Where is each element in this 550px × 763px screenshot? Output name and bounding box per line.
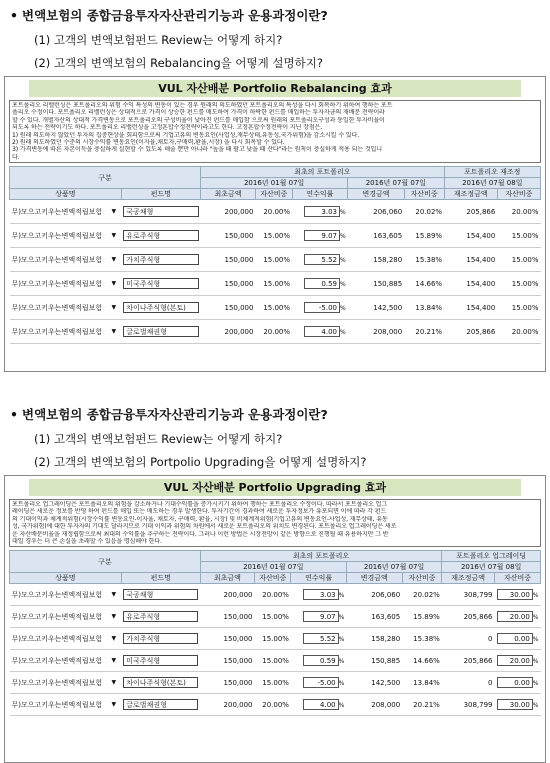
description-line: 2) 원래 의도하였던 수준의 시장수익률 변동요인(이자율,채토자,구매력,환율,시장) 을 다시 회복할 수 있다.: [12, 139, 285, 147]
target-ratio-input[interactable]: 20.00: [497, 611, 533, 622]
readjusted-amount: 205,866: [444, 200, 497, 224]
fund-cell[interactable]: [121, 584, 200, 606]
return-input[interactable]: 4.00: [304, 326, 340, 337]
changed-ratio: 15.89%: [404, 224, 444, 248]
table-row: [10, 628, 541, 650]
return-input[interactable]: 3.03: [304, 206, 340, 217]
initial-ratio: 20.00%: [255, 320, 292, 344]
initial-amount: 150,000: [201, 272, 256, 296]
chevron-down-icon[interactable]: ▼: [111, 208, 117, 216]
fund-cell[interactable]: [121, 694, 200, 716]
target-ratio-input[interactable]: 30.00: [497, 699, 533, 710]
target-ratio-input[interactable]: 20.00: [497, 655, 533, 666]
return-input[interactable]: 4.00: [303, 699, 339, 710]
changed-amount: 208,000: [346, 694, 402, 716]
fund-name: 가치주식형: [126, 255, 161, 264]
fund-cell[interactable]: [121, 320, 200, 344]
col-ratio-c-header: 자산비중: [495, 573, 541, 584]
target-ratio-cell[interactable]: [495, 606, 541, 628]
section2-heading-text: 변액보험의 종합금융투자자산관리기능과 운용과정이란?: [22, 407, 328, 422]
chevron-down-icon[interactable]: ▼: [111, 679, 117, 687]
col-ratio-b-header: 자산비중: [402, 573, 442, 584]
description-line: 포트폴리오 리밸런싱은 포트폴리오의 위험 수익 특성의 변동이 있는 경우 원래의 의도하였던 포트폴리오의 특성을 다시 회복하기 위하여 행하는 포트: [12, 102, 393, 109]
description-line: 운 자산배분비율을 재정립함으로써 최대의 수익률을 추구하는 전략이다. 그러나 이런 방법은 시장전망이 같은 방향으로 진행될 때 유용하지만 그 반: [12, 530, 389, 538]
initial-ratio: 20.00%: [255, 200, 292, 224]
fund-select[interactable]: [123, 302, 198, 313]
fund-select[interactable]: [123, 655, 198, 666]
fund-select[interactable]: [123, 230, 198, 241]
fund-cell[interactable]: [121, 672, 200, 694]
readjusted-amount: 308,799: [442, 584, 495, 606]
table-row: [10, 200, 541, 224]
description-line: 폴리오 수정이다. 포트폴리오 리밸런싱은 상대적으로 가격이 상승한 펀드를 매도하여 가격이 하락한 펀드를 매입하는 투자자금의 재배분 전략이라: [12, 109, 385, 117]
changed-ratio: 14.66%: [402, 650, 442, 672]
product-name: 무)모으고키우는변액적립보험: [11, 279, 103, 288]
readjusted-amount: 0: [442, 672, 495, 694]
date-start-header: 2016년 01월 07일: [200, 562, 346, 573]
fund-cell[interactable]: [121, 272, 200, 296]
changed-ratio: 20.02%: [404, 200, 444, 224]
return-input[interactable]: 5.52: [304, 254, 340, 265]
col-ratio-b-header: 자산비중: [404, 189, 444, 200]
target-ratio-cell[interactable]: [495, 650, 541, 672]
initial-amount: 150,000: [201, 248, 256, 272]
initial-ratio: 15.00%: [255, 606, 291, 628]
changed-ratio: 15.38%: [402, 628, 442, 650]
table-row: [10, 272, 541, 296]
changed-amount: 158,280: [346, 628, 402, 650]
fund-cell[interactable]: [121, 628, 200, 650]
date-mid-header: 2016년 07월 07일: [346, 562, 441, 573]
target-ratio-cell[interactable]: [495, 628, 541, 650]
initial-ratio: 15.00%: [255, 650, 291, 672]
percent-sign: %: [532, 614, 539, 622]
initial-amount: 150,000: [201, 224, 256, 248]
initial-ratio: 15.00%: [255, 224, 292, 248]
section2-question2: (2) 고객의 변액보험의 Portpolio Upgrading을 어떻게 설명하지?: [34, 455, 367, 469]
fund-name: 미국주식형: [126, 279, 161, 288]
return-cell[interactable]: [291, 694, 346, 716]
product-cell[interactable]: [10, 672, 122, 694]
percent-sign: %: [338, 614, 345, 622]
chevron-down-icon[interactable]: ▼: [111, 613, 117, 621]
initial-amount: 200,000: [200, 694, 254, 716]
col-ratio-header: 자산비중: [255, 573, 291, 584]
description-line: 3) 가격변동에 따른 자본이득을 충실하게 실현할 수 있도록 해줄 뿐만 아니라 "높을 때 팔고 낮을 때 산다"라는 원칙이 충실하게 적용 되는 것입니: [12, 146, 383, 154]
readjusted-ratio: 15.00%: [497, 272, 540, 296]
target-ratio-cell[interactable]: [495, 584, 541, 606]
chevron-down-icon[interactable]: ▼: [111, 232, 117, 240]
initial-amount: 200,000: [201, 320, 256, 344]
section1-heading: • 변액보험의 종합금융투자자산관리기능과 운용과정이란?: [10, 8, 328, 23]
percent-sign: %: [338, 636, 345, 644]
fund-select[interactable]: [123, 326, 198, 337]
readjusted-amount: 154,400: [444, 224, 497, 248]
percent-sign: %: [532, 636, 539, 644]
initial-ratio: 20.00%: [255, 584, 291, 606]
changed-ratio: 20.21%: [402, 694, 442, 716]
col-fund-header: 펀드명: [121, 189, 200, 200]
upgrading-table: [9, 550, 541, 716]
fund-select[interactable]: [123, 633, 198, 644]
fund-select[interactable]: [123, 278, 198, 289]
changed-amount: 142,500: [346, 672, 402, 694]
chevron-down-icon[interactable]: ▼: [111, 256, 117, 264]
fund-name: 차이나주식형(본토): [126, 303, 186, 312]
product-name: 무)모으고키우는변액적립보험: [11, 590, 103, 599]
col-ratio-c-header: 자산비중: [497, 189, 540, 200]
fund-name: 차이나주식형(본토): [126, 678, 186, 687]
return-cell[interactable]: [291, 628, 346, 650]
product-name: 무)모으고키우는변액적립보험: [11, 255, 103, 264]
percent-sign: %: [532, 658, 539, 666]
fund-name: 국공채형: [126, 207, 154, 216]
rebalancing-panel: [4, 76, 546, 372]
group-label-header: 구분: [10, 167, 201, 189]
readjusted-amount: 205,866: [442, 606, 495, 628]
description-line: 의 기대이익과 체계적위험(시장수익률 변동요인-이자율, 채토자, 구매력, 환율, 시장) 및 비체계적위험(기업고유의 변동요인-사업성, 재무상태, 유동: [12, 515, 388, 523]
description-line: 성, 국가위험)에 대한 투자자의 기대도 달라지므로 기대 이익과 위험의 차원에서 새로운 포트폴리오의 위치도 변경된다. 포트폴리오 업그레이딩은 새로: [12, 523, 397, 531]
target-ratio-input[interactable]: 0.00: [497, 633, 533, 644]
section1-question2: (2) 고객의 변액보험의 Rebalancing을 어떻게 설명하지?: [34, 56, 323, 70]
fund-select[interactable]: [123, 677, 198, 688]
initial-ratio: 15.00%: [255, 248, 292, 272]
initial-ratio: 15.00%: [255, 272, 292, 296]
target-ratio-input[interactable]: 0.00: [497, 677, 533, 688]
changed-ratio: 13.84%: [404, 296, 444, 320]
percent-sign: %: [532, 680, 539, 688]
initial-ratio: 15.00%: [255, 628, 291, 650]
chevron-down-icon[interactable]: ▼: [111, 701, 117, 709]
description-line: 1) 원래 의도하지 않았던 투자의 집중현상을 회피함으로써 기업고유의 변동요인(사업성,재무상태,유동성,국가위험)을 감소시킬 수 있다.: [12, 131, 359, 139]
rebalancing-table: [9, 166, 541, 344]
changed-amount: 150,885: [346, 650, 402, 672]
col-return-header: 연수익률: [292, 189, 348, 200]
fund-cell[interactable]: [121, 224, 200, 248]
percent-sign: %: [340, 209, 346, 217]
col-amount-header: 최초금액: [200, 573, 254, 584]
adjusted-portfolio-header: 포트폴리오 업그레이딩: [442, 551, 541, 562]
col-fund-header: 펀드명: [121, 573, 200, 584]
group-label-header: 구분: [10, 551, 201, 573]
date-start-header: 2016년 01월 07일: [201, 178, 348, 189]
col-changed-header: 변경금액: [346, 573, 402, 584]
fund-cell[interactable]: [121, 650, 200, 672]
table-row: [10, 296, 541, 320]
chevron-down-icon[interactable]: ▼: [111, 304, 117, 312]
product-name: 무)모으고키우는변액적립보험: [11, 634, 103, 643]
percent-sign: %: [338, 658, 345, 666]
initial-amount: 150,000: [200, 606, 254, 628]
readjusted-amount: 154,400: [444, 296, 497, 320]
col-product-header: 상품명: [10, 573, 122, 584]
product-name: 무)모으고키우는변액적립보험: [11, 700, 103, 709]
fund-name: 글로벌채권형: [126, 327, 167, 336]
product-name: 무)모으고키우는변액적립보험: [11, 231, 103, 240]
readjusted-ratio: 15.00%: [497, 248, 540, 272]
product-name: 무)모으고키우는변액적립보험: [11, 327, 103, 336]
product-name: 무)모으고키우는변액적립보험: [11, 207, 103, 216]
changed-amount: 208,000: [348, 320, 405, 344]
initial-amount: 150,000: [200, 650, 254, 672]
description-line: 대일 경우는 더 큰 손실을 초래할 수 있음을 명심해야 한다.: [12, 538, 162, 546]
product-name: 무)모으고키우는변액적립보험: [11, 612, 103, 621]
return-input[interactable]: -5.00: [304, 302, 340, 313]
product-cell[interactable]: [10, 224, 122, 248]
changed-ratio: 15.89%: [402, 606, 442, 628]
changed-ratio: 20.21%: [404, 320, 444, 344]
initial-amount: 150,000: [200, 628, 254, 650]
percent-sign: %: [340, 233, 346, 241]
initial-ratio: 20.00%: [255, 694, 291, 716]
product-cell[interactable]: [10, 650, 122, 672]
description-line: 포트폴리오 업그레이딩은 포트폴리오의 위험을 감소하거나 기대수익률을 증가시키기 위하여 행하는 포트폴리오 수정이다. 따라서 포트폴리오 업그: [12, 501, 387, 508]
changed-amount: 150,885: [348, 272, 405, 296]
section1-heading-text: 변액보험의 종합금융투자자산관리기능과 운용과정이란?: [22, 8, 328, 23]
fund-select[interactable]: [123, 254, 198, 265]
description-line: 되도록 하는 전략이기도 하다. 포트폴리오 리밸런싱을 고정혼합수정전략이라고도 한다. 고정혼합수정전략이 지닌 장점은,: [12, 124, 323, 132]
product-name: 무)모으고키우는변액적립보험: [11, 656, 103, 665]
fund-name: 유로주식형: [126, 231, 161, 240]
col-product-header: 상품명: [10, 189, 122, 200]
return-cell[interactable]: [291, 650, 346, 672]
return-input[interactable]: 3.03: [303, 589, 339, 600]
readjusted-amount: 0: [442, 628, 495, 650]
section2-heading: • 변액보험의 종합금융투자자산관리기능과 운용과정이란?: [10, 407, 328, 422]
description-line: 할 수 있다. 개별자산의 상대적 가격변동으로 포트폴리오의 구성비율이 낮아진 펀드를 매입함 으로써 원래의 포트폴리오구성과 동일한 투자비율이: [12, 116, 385, 124]
return-cell[interactable]: [291, 584, 346, 606]
fund-cell[interactable]: [121, 296, 200, 320]
return-input[interactable]: -5.00: [303, 677, 339, 688]
table-row: [10, 320, 541, 344]
product-cell[interactable]: [10, 248, 122, 272]
fund-cell[interactable]: [121, 606, 200, 628]
percent-sign: %: [340, 329, 346, 337]
panel-title: VUL 자산배분 Portfolio Rebalancing 효과: [29, 80, 521, 97]
percent-sign: %: [340, 257, 346, 265]
fund-select[interactable]: [123, 611, 198, 622]
return-input[interactable]: 9.07: [303, 611, 339, 622]
initial-ratio: 15.00%: [255, 672, 291, 694]
changed-ratio: 20.02%: [402, 584, 442, 606]
changed-amount: 163,605: [348, 224, 405, 248]
product-cell[interactable]: [10, 584, 122, 606]
readjusted-ratio: 20.00%: [497, 320, 540, 344]
initial-amount: 200,000: [201, 200, 256, 224]
fund-cell[interactable]: [121, 248, 200, 272]
product-cell[interactable]: [10, 296, 122, 320]
readjusted-ratio: 15.00%: [497, 224, 540, 248]
upgrading-panel: [4, 475, 546, 763]
chevron-down-icon[interactable]: ▼: [111, 280, 117, 288]
return-cell[interactable]: [292, 224, 348, 248]
panel-description: [9, 499, 541, 547]
table-row: [10, 650, 541, 672]
changed-amount: 206,060: [346, 584, 402, 606]
table-row: [10, 224, 541, 248]
date-end-header: 2016년 07월 08일: [444, 178, 540, 189]
table-row: [10, 672, 541, 694]
return-cell[interactable]: [292, 200, 348, 224]
readjusted-ratio: 20.00%: [497, 200, 540, 224]
col-changed-header: 변경금액: [348, 189, 405, 200]
return-cell[interactable]: [292, 272, 348, 296]
col-readjust-header: 재조정금액: [442, 573, 495, 584]
fund-name: 유로주식형: [126, 612, 161, 621]
fund-select[interactable]: [123, 589, 198, 600]
chevron-down-icon[interactable]: ▼: [111, 591, 117, 599]
changed-amount: 158,280: [348, 248, 405, 272]
readjusted-amount: 205,866: [444, 320, 497, 344]
return-cell[interactable]: [292, 248, 348, 272]
changed-amount: 163,605: [346, 606, 402, 628]
percent-sign: %: [338, 592, 345, 600]
return-cell[interactable]: [292, 320, 348, 344]
initial-ratio: 15.00%: [255, 296, 292, 320]
percent-sign: %: [532, 702, 539, 710]
adjusted-portfolio-header: 포트폴리오 재조정: [444, 167, 540, 178]
chevron-down-icon[interactable]: ▼: [111, 635, 117, 643]
col-readjust-header: 재조정금액: [444, 189, 497, 200]
changed-ratio: 14.66%: [404, 272, 444, 296]
readjusted-amount: 205,866: [442, 650, 495, 672]
fund-cell[interactable]: [121, 200, 200, 224]
changed-ratio: 13.84%: [402, 672, 442, 694]
fund-name: 미국주식형: [126, 656, 161, 665]
section2-question1: (1) 고객의 변액보험펀드 Review는 어떻게 하지?: [34, 432, 283, 446]
return-input[interactable]: 0.59: [303, 655, 339, 666]
readjusted-amount: 308,799: [442, 694, 495, 716]
return-input[interactable]: 0.59: [304, 278, 340, 289]
initial-portfolio-header: 최초의 포트폴리오: [201, 167, 445, 178]
initial-amount: 200,000: [200, 584, 254, 606]
fund-select[interactable]: [123, 206, 198, 217]
return-cell[interactable]: [292, 296, 348, 320]
percent-sign: %: [338, 680, 345, 688]
initial-portfolio-header: 최초의 포트폴리오: [200, 551, 442, 562]
description-line: 다.: [12, 153, 20, 161]
col-return-header: 연수익률: [291, 573, 346, 584]
chevron-down-icon[interactable]: ▼: [111, 328, 117, 336]
table-row: [10, 584, 541, 606]
product-cell[interactable]: [10, 320, 122, 344]
product-name: 무)모으고키우는변액적립보험: [11, 678, 103, 687]
product-cell[interactable]: [10, 272, 122, 296]
fund-name: 가치주식형: [126, 634, 161, 643]
percent-sign: %: [340, 281, 346, 289]
changed-amount: 142,500: [348, 296, 405, 320]
date-end-header: 2016년 07월 08일: [442, 562, 541, 573]
description-line: 레이딩은 새로운 정보를 반영 하여 펀드를 매입 또는 매도하는 경우 발생한다. 투자기간이 경과하여 새로운 투자정보가 유포되면 이에 따라 각 펀드: [12, 508, 387, 516]
percent-sign: %: [532, 592, 539, 600]
product-cell[interactable]: [10, 628, 122, 650]
percent-sign: %: [338, 702, 345, 710]
product-name: 무)모으고키우는변액적립보험: [11, 303, 103, 312]
product-cell[interactable]: [10, 606, 122, 628]
fund-name: 글로벌채권형: [126, 700, 167, 709]
return-cell[interactable]: [291, 606, 346, 628]
return-input[interactable]: 9.07: [304, 230, 340, 241]
readjusted-amount: 154,400: [444, 248, 497, 272]
col-amount-header: 최초금액: [201, 189, 256, 200]
date-mid-header: 2016년 07월 07일: [348, 178, 444, 189]
product-cell[interactable]: [10, 694, 122, 716]
target-ratio-cell[interactable]: [495, 672, 541, 694]
readjusted-ratio: 15.00%: [497, 296, 540, 320]
section1-question1: (1) 고객의 변액보험펀드 Review는 어떻게 하지?: [34, 33, 283, 47]
panel-title: VUL 자산배분 Portfolio Upgrading 효과: [29, 479, 521, 496]
return-cell[interactable]: [291, 672, 346, 694]
return-input[interactable]: 5.52: [303, 633, 339, 644]
changed-amount: 206,060: [348, 200, 405, 224]
product-cell[interactable]: [10, 200, 122, 224]
initial-amount: 150,000: [201, 296, 256, 320]
readjusted-amount: 154,400: [444, 272, 497, 296]
table-row: [10, 248, 541, 272]
panel-description: [9, 100, 541, 163]
table-row: [10, 694, 541, 716]
percent-sign: %: [340, 305, 346, 313]
fund-select[interactable]: [123, 699, 198, 710]
fund-name: 국공채형: [126, 590, 154, 599]
col-ratio-header: 자산비중: [255, 189, 292, 200]
initial-amount: 150,000: [200, 672, 254, 694]
target-ratio-cell[interactable]: [495, 694, 541, 716]
changed-ratio: 15.38%: [404, 248, 444, 272]
chevron-down-icon[interactable]: ▼: [111, 657, 117, 665]
target-ratio-input[interactable]: 30.00: [497, 589, 533, 600]
table-row: [10, 606, 541, 628]
